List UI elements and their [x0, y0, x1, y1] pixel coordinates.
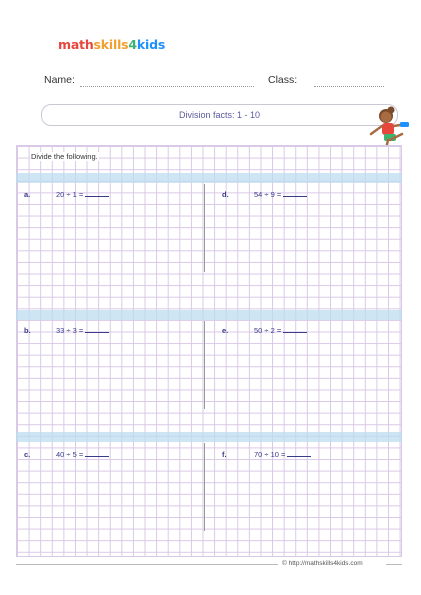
column-divider	[204, 443, 205, 531]
column-divider	[204, 321, 205, 409]
row-band	[16, 432, 402, 442]
answer-blank[interactable]	[283, 332, 307, 333]
problem-item: b. 33 ÷ 3 =	[24, 326, 109, 335]
name-field-line[interactable]	[80, 86, 254, 87]
worksheet-title: Division facts: 1 - 10	[178, 110, 261, 120]
answer-blank[interactable]	[85, 196, 109, 197]
row-band	[16, 310, 402, 320]
site-logo: mathskills4kids	[58, 37, 166, 52]
problem-item: c. 40 ÷ 5 =	[24, 450, 109, 459]
worksheet-grid	[16, 145, 402, 557]
answer-blank[interactable]	[85, 456, 109, 457]
answer-blank[interactable]	[283, 196, 307, 197]
class-field-line[interactable]	[314, 86, 384, 87]
problem-item: e. 50 ÷ 2 =	[222, 326, 307, 335]
footer-rule	[386, 564, 402, 565]
problem-item: a. 20 ÷ 1 =	[24, 190, 109, 199]
footer-rule	[16, 564, 278, 565]
answer-blank[interactable]	[85, 332, 109, 333]
problem-item: f. 70 ÷ 10 =	[222, 450, 311, 459]
worksheet-title-box	[41, 104, 398, 126]
class-label: Class:	[268, 74, 298, 86]
footer-text: © http://mathskills4kids.com	[282, 560, 363, 567]
column-divider	[204, 184, 205, 272]
answer-blank[interactable]	[287, 456, 311, 457]
problem-item: d. 54 ÷ 9 =	[222, 190, 307, 199]
row-band	[16, 173, 402, 183]
instructions-text: Divide the following.	[31, 152, 98, 161]
name-label: Name:	[44, 74, 75, 86]
footer-credit[interactable]	[282, 560, 363, 567]
